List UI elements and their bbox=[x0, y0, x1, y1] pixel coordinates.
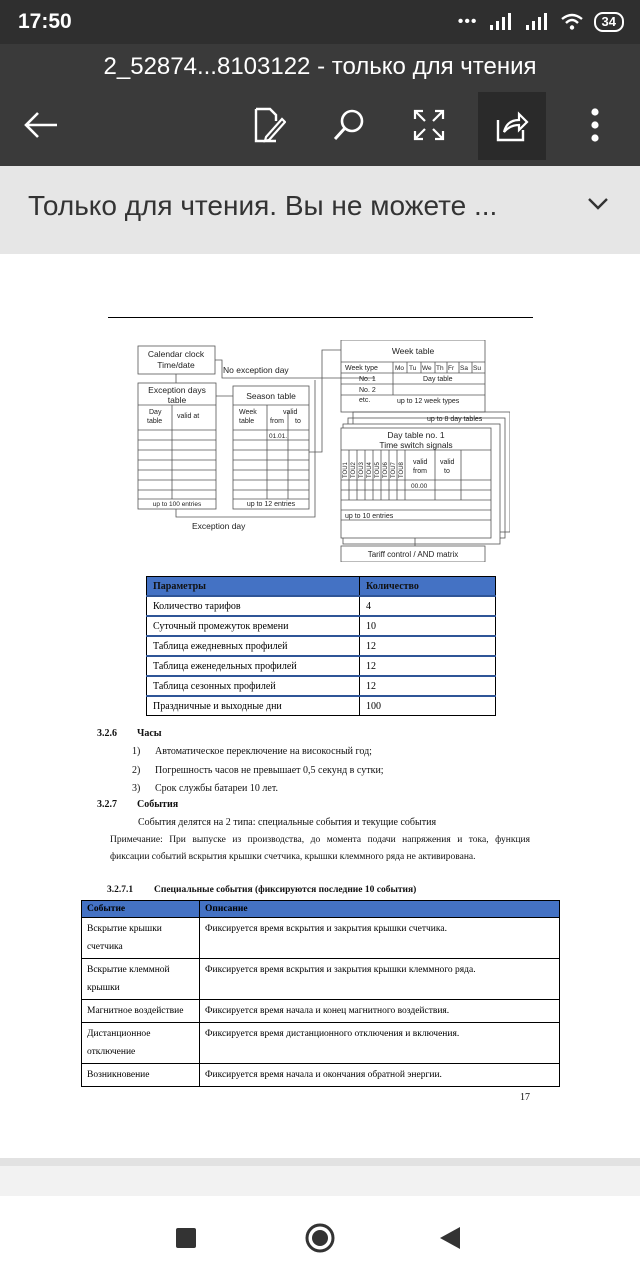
table-cell: Фиксируется время вскрытия и закрытия крышки счетчика. bbox=[200, 918, 560, 959]
table-cell: Праздничные и выходные дни bbox=[147, 696, 360, 716]
svg-text:TOU4: TOU4 bbox=[367, 462, 373, 478]
svg-text:Fr: Fr bbox=[448, 365, 455, 372]
list-item: Погрешность часов не превышает 0,5 секунд в сутки; bbox=[155, 765, 384, 776]
section-intro: События делятся на 2 типа: специальные события и текущие события bbox=[138, 817, 437, 828]
svg-text:valid: valid bbox=[283, 409, 298, 416]
circle-icon bbox=[304, 1222, 336, 1254]
svg-text:Calendar clock: Calendar clock bbox=[147, 349, 205, 359]
section-title: События bbox=[137, 799, 179, 810]
more-dots-icon: ••• bbox=[457, 13, 478, 30]
table-cell: 12 bbox=[360, 676, 496, 696]
parameters-table bbox=[146, 576, 496, 716]
more-options-button[interactable] bbox=[564, 94, 626, 156]
table-cell: 4 bbox=[360, 596, 496, 616]
header-rule bbox=[108, 317, 533, 318]
svg-text:table: table bbox=[147, 418, 163, 425]
arrow-left-icon bbox=[23, 110, 59, 140]
svg-text:valid: valid bbox=[413, 459, 428, 466]
table-cell: 100 bbox=[360, 696, 496, 716]
table-header-cell: Событие bbox=[82, 901, 200, 918]
svg-text:Time switch signals: Time switch signals bbox=[379, 440, 453, 450]
table-cell: Фиксируется время вскрытия и закрытия крышки клеммного ряда. bbox=[200, 959, 560, 1000]
svg-text:up to 100 entries: up to 100 entries bbox=[152, 501, 202, 508]
section-title: Часы bbox=[137, 728, 162, 739]
table-cell: Таблица сезонных профилей bbox=[147, 676, 360, 696]
table-row bbox=[147, 616, 496, 636]
chevron-down-icon[interactable] bbox=[586, 196, 610, 212]
search-button[interactable] bbox=[318, 94, 380, 156]
document-title: 2_52874...8103122 - только для чтения bbox=[103, 53, 537, 80]
svg-text:Th: Th bbox=[436, 365, 444, 372]
table-header-cell: Описание bbox=[200, 901, 560, 918]
table-cell: Таблица еженедельных профилей bbox=[147, 656, 360, 676]
page-separator bbox=[0, 1158, 640, 1166]
home-button[interactable] bbox=[300, 1218, 340, 1258]
edit-button[interactable] bbox=[238, 94, 300, 156]
table-row bbox=[82, 918, 560, 959]
back-button[interactable] bbox=[10, 94, 72, 156]
svg-text:table: table bbox=[239, 418, 255, 425]
share-button[interactable] bbox=[478, 92, 546, 160]
signal-icon bbox=[488, 13, 514, 31]
svg-text:up to 10 entries: up to 10 entries bbox=[345, 513, 394, 520]
svg-text:Week table: Week table bbox=[391, 346, 435, 356]
table-row bbox=[147, 656, 496, 676]
edit-document-icon bbox=[252, 107, 286, 143]
more-vertical-icon bbox=[590, 108, 600, 142]
svg-text:Season table: Season table bbox=[246, 391, 296, 401]
read-only-banner[interactable] bbox=[0, 166, 640, 254]
svg-text:TOU5: TOU5 bbox=[375, 462, 381, 478]
svg-text:No. 2: No. 2 bbox=[359, 387, 376, 394]
svg-text:valid at: valid at bbox=[177, 413, 200, 420]
list-item-number: 3) bbox=[132, 783, 141, 794]
table-cell: 12 bbox=[360, 656, 496, 676]
svg-text:up to 12 entries: up to 12 entries bbox=[246, 501, 296, 508]
table-cell: Фиксируется время начала и конец магнитного воздействия. bbox=[200, 1000, 560, 1023]
table-cell: Вскрытие клеммной крышки bbox=[82, 959, 200, 1000]
svg-text:Day: Day bbox=[149, 409, 162, 416]
svg-text:TOU7: TOU7 bbox=[391, 462, 397, 478]
list-item: Автоматическое переключение на високосный год; bbox=[155, 746, 372, 757]
svg-text:to: to bbox=[444, 468, 450, 475]
svg-text:00.00: 00.00 bbox=[411, 483, 428, 490]
table-header-cell: Количество bbox=[360, 577, 496, 597]
signal-icon-2 bbox=[524, 13, 550, 31]
svg-text:01.01.: 01.01. bbox=[269, 433, 288, 440]
subsection-number: 3.2.7.1 bbox=[107, 885, 134, 895]
banner-text: Только для чтения. Вы не можете ... bbox=[28, 190, 498, 221]
note-line: фиксации событий вскрытия крышки счетчика, крышки клеммного ряда не активирована. bbox=[110, 852, 476, 862]
svg-text:up to 12 week types: up to 12 week types bbox=[397, 398, 460, 405]
svg-text:TOU1: TOU1 bbox=[343, 462, 349, 478]
list-item-number: 1) bbox=[132, 746, 141, 757]
table-header-cell: Параметры bbox=[147, 577, 360, 597]
table-cell: 12 bbox=[360, 636, 496, 656]
document-page[interactable] bbox=[0, 254, 640, 1158]
table-cell: Вскрытие крышки счетчика bbox=[82, 918, 200, 959]
status-time: 17:50 bbox=[18, 10, 72, 33]
subsection-title: Специальные события (фиксируются последние 10 события) bbox=[154, 885, 417, 895]
table-row bbox=[147, 636, 496, 656]
table-cell: Возникновение bbox=[82, 1064, 200, 1087]
svg-text:Exception day: Exception day bbox=[192, 521, 246, 531]
table-row bbox=[147, 696, 496, 716]
svg-text:Time/date: Time/date bbox=[157, 360, 195, 370]
status-bar bbox=[0, 0, 640, 44]
table-cell: Фиксируется время начала и окончания обратной энергии. bbox=[200, 1064, 560, 1087]
svg-text:No. 1: No. 1 bbox=[359, 376, 376, 383]
svg-text:to: to bbox=[295, 418, 301, 425]
events-table bbox=[81, 900, 560, 1087]
svg-text:TOU2: TOU2 bbox=[351, 462, 357, 478]
recent-apps-button[interactable] bbox=[166, 1218, 206, 1258]
svg-text:Exception days: Exception days bbox=[148, 385, 206, 395]
table-cell: Магнитное воздействие bbox=[82, 1000, 200, 1023]
table-row bbox=[82, 1064, 560, 1087]
toolbar bbox=[0, 44, 640, 122]
list-item-number: 2) bbox=[132, 765, 141, 776]
triangle-back-icon bbox=[438, 1225, 462, 1251]
tariff-diagram bbox=[135, 340, 510, 562]
table-header-row bbox=[82, 901, 560, 918]
table-cell: Таблица ежедневных профилей bbox=[147, 636, 360, 656]
table-row bbox=[82, 1023, 560, 1064]
svg-text:Day table: Day table bbox=[423, 376, 453, 383]
search-icon bbox=[332, 108, 366, 142]
svg-text:No exception day: No exception day bbox=[223, 365, 289, 375]
svg-text:Su: Su bbox=[473, 365, 481, 372]
share-icon bbox=[495, 110, 529, 142]
table-header-row bbox=[147, 577, 496, 597]
status-icons bbox=[458, 12, 624, 32]
battery-indicator: 34 bbox=[594, 12, 624, 32]
svg-text:Mo: Mo bbox=[395, 365, 405, 372]
table-row bbox=[82, 1000, 560, 1023]
svg-text:valid: valid bbox=[440, 459, 455, 466]
section-number: 3.2.6 bbox=[97, 728, 117, 739]
system-navigation-bar bbox=[0, 1196, 640, 1280]
expand-icon bbox=[413, 109, 445, 141]
table-cell: Суточный промежуток времени bbox=[147, 616, 360, 636]
section-number: 3.2.7 bbox=[97, 799, 117, 810]
svg-text:Week type: Week type bbox=[345, 365, 378, 372]
svg-text:Tariff control / AND matrix: Tariff control / AND matrix bbox=[367, 550, 459, 559]
svg-text:We: We bbox=[422, 365, 432, 372]
table-row bbox=[147, 676, 496, 696]
svg-text:table: table bbox=[167, 395, 187, 405]
svg-text:from: from bbox=[413, 468, 427, 475]
fullscreen-button[interactable] bbox=[398, 94, 460, 156]
note-line: Примечание: При выпуске из производства, до момента подачи напряжения и тока, функция bbox=[110, 835, 530, 845]
svg-text:TOU3: TOU3 bbox=[359, 462, 365, 478]
table-cell: Фиксируется время дистанционного отключения и включения. bbox=[200, 1023, 560, 1064]
table-row bbox=[82, 959, 560, 1000]
table-cell: Количество тарифов bbox=[147, 596, 360, 616]
square-icon bbox=[175, 1227, 197, 1249]
back-nav-button[interactable] bbox=[430, 1218, 470, 1258]
svg-text:Tu: Tu bbox=[409, 365, 417, 372]
svg-text:Day table no. 1: Day table no. 1 bbox=[387, 430, 445, 440]
list-item: Срок службы батареи 10 лет. bbox=[155, 783, 278, 794]
svg-text:Sa: Sa bbox=[460, 365, 468, 372]
svg-text:TOU8: TOU8 bbox=[399, 462, 405, 478]
svg-text:up to 8 day tables: up to 8 day tables bbox=[427, 416, 483, 423]
svg-text:from: from bbox=[270, 418, 284, 425]
wifi-icon bbox=[560, 13, 584, 31]
svg-text:Week: Week bbox=[239, 409, 257, 416]
table-row bbox=[147, 596, 496, 616]
table-cell: 10 bbox=[360, 616, 496, 636]
svg-text:TOU6: TOU6 bbox=[383, 462, 389, 478]
svg-text:etc.: etc. bbox=[359, 397, 371, 404]
table-cell: Дистанционное отключение bbox=[82, 1023, 200, 1064]
page-number: 17 bbox=[520, 1092, 530, 1103]
